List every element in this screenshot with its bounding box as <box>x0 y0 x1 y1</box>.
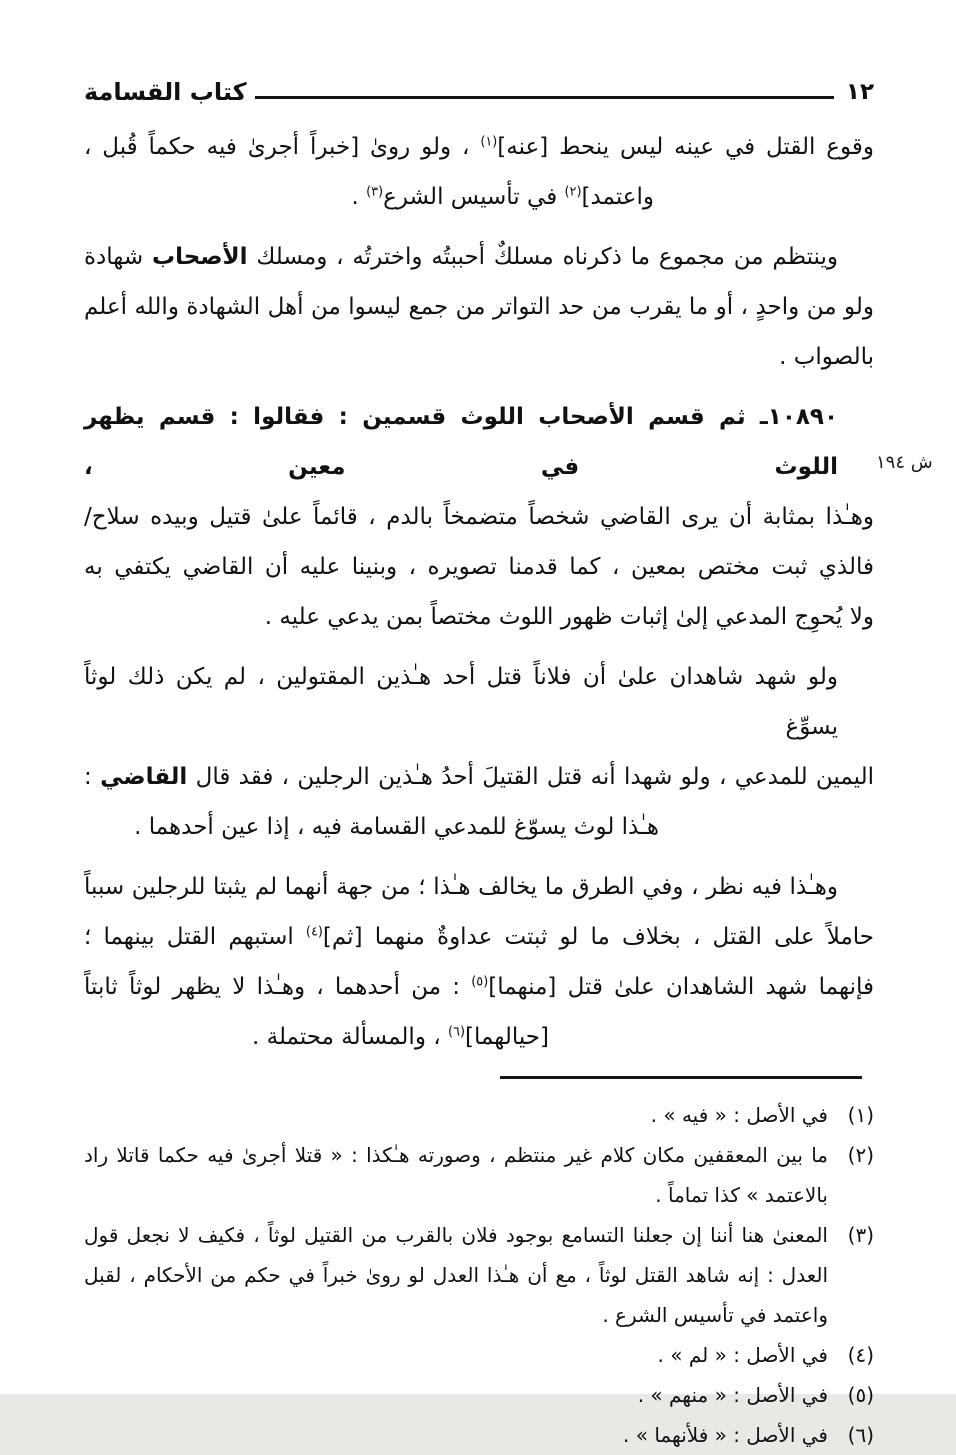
text-line <box>84 332 874 382</box>
footnote <box>84 1415 874 1455</box>
footnote-text: في الأصل : « منهم » . <box>637 1383 828 1407</box>
text-line <box>84 912 874 962</box>
footnote-marker: (٤) <box>847 1343 874 1367</box>
text-segment: القاضي <box>100 764 188 790</box>
text-segment: [حيالهما] <box>464 1024 549 1050</box>
paragraph <box>84 122 874 222</box>
text-line <box>84 592 874 642</box>
text-segment: وينتظم من مجموع ما ذكرناه مسلكٌ أحببتُه واخترتُه ، ومسلك <box>247 244 838 270</box>
text-segment: اليمين للمدعي ، ولو شهدا أنه قتل القتيلَ أحدُ هـٰذين الرجلين ، فقد قال <box>187 764 874 790</box>
text-line <box>84 802 874 852</box>
footnote-text: في الأصل : « فلأنهما » . <box>623 1423 828 1447</box>
text-segment: بالصواب . <box>779 344 874 370</box>
text-segment: ١٠٨٩٠ـ ثم قسم الأصحاب اللوث قسمين : فقالوا : قسم يظهر اللوث في معين ، <box>84 404 838 480</box>
text-line <box>84 492 874 542</box>
running-header <box>0 0 956 106</box>
text-segment: ولو من واحدٍ ، أو ما يقرب من حد التواتر من جمع ليسوا من أهل الشهادة والله أعلم <box>84 294 874 320</box>
margin-note: ش ١٩٤ <box>876 452 933 473</box>
footnote <box>84 1095 874 1135</box>
footnotes <box>0 1095 956 1455</box>
footnote <box>84 1375 874 1415</box>
text-line <box>84 122 874 172</box>
footnote <box>84 1135 874 1215</box>
footnote-ref: (١) <box>480 134 498 150</box>
text-line <box>84 1012 874 1062</box>
footnote-ref: (٣) <box>366 184 384 200</box>
text-segment: ، والمسألة محتملة . <box>251 1024 448 1050</box>
book-title: كتاب القسامة <box>84 78 247 106</box>
text-segment: ، ولو روىٰ [خبراً أجرىٰ فيه حكماً قُبل ، <box>84 134 481 160</box>
text-segment: استبهم القتل بينهما ؛ <box>84 924 306 950</box>
text-line <box>84 862 874 912</box>
text-line <box>84 652 874 752</box>
text-line <box>84 282 874 332</box>
text-segment: . <box>351 184 367 210</box>
text-segment: وقوع القتل في عينه ليس ينحط [عنه] <box>497 134 874 160</box>
footnote-ref: (٤) <box>305 924 323 940</box>
text-line <box>84 232 874 282</box>
footnote-ref: (٦) <box>447 1024 465 1040</box>
text-segment: هـٰذا لوث يسوّغ للمدعي القسامة فيه ، إذا عين أحدهما . <box>134 814 659 840</box>
footnote-marker: (٣) <box>847 1223 874 1247</box>
paragraph <box>84 862 874 1062</box>
text-segment: فإنهما شهد الشاهدان علىٰ قتل [منهما] <box>488 974 874 1000</box>
header-rule <box>255 96 834 99</box>
footnote-separator <box>500 1076 862 1079</box>
footnote-text: في الأصل : « فيه » . <box>650 1103 828 1127</box>
page-number: ١٢ <box>845 79 874 105</box>
text-segment: شهادة <box>84 244 152 270</box>
text-segment: ولو شهد شاهدان علىٰ أن فلاناً قتل أحد هـٰذين المقتولين ، لم يكن ذلك لوثاً يسوِّغ <box>84 664 838 740</box>
text-line <box>84 392 874 492</box>
text-line <box>84 962 874 1012</box>
footnote-marker: (٢) <box>847 1143 874 1167</box>
text-segment: وهـٰذا فيه نظر ، وفي الطرق ما يخالف هـٰذا ؛ من جهة أنهما لم يثبتا للرجلين سبباً <box>84 874 838 900</box>
text-segment: في تأسيس الشرع <box>383 184 565 210</box>
text-segment: : <box>84 764 101 790</box>
footnote-text: في الأصل : « لم » . <box>657 1343 828 1367</box>
footnote-ref: (٥) <box>471 974 489 990</box>
footnote-marker: (٥) <box>847 1383 874 1407</box>
footnote <box>84 1335 874 1375</box>
text-segment: فالذي ثبت مختص بمعين ، كما قدمنا تصويره ، وبنينا عليه أن القاضي يكتفي به <box>84 554 874 580</box>
text-segment: حاملاً على القتل ، بخلاف ما لو ثبتت عداوةٌ منهما [ثم] <box>322 924 874 950</box>
footnote-marker: (١) <box>847 1103 874 1127</box>
body-text <box>0 106 956 1062</box>
footnote-ref: (٢) <box>564 184 582 200</box>
footnote-marker: (٦) <box>847 1423 874 1447</box>
text-segment: ولا يُحوِج المدعي إلىٰ إثبات ظهور اللوث مختصاً بمن يدعي عليه . <box>264 604 874 630</box>
text-segment: : من أحدهما ، وهـٰذا لا يظهر لوثاً ثابتاً <box>84 974 472 1000</box>
footnote-text: ما بين المعقفين مكان كلام غير منتظم ، وصورته هـٰكذا : « قتلا أجرىٰ فيه حكما قاتلا راد بالاعتمد » كذا تماماً . <box>84 1143 828 1207</box>
text-segment: واعتمد] <box>581 184 654 210</box>
footnote <box>84 1215 874 1335</box>
text-segment: وهـٰذا بمثابة أن يرى القاضي شخصاً متضمخاً بالدم ، قائماً علىٰ قتيل وبيده سلاح/ <box>84 504 874 530</box>
text-line <box>84 752 874 802</box>
paragraph <box>84 232 874 382</box>
text-line <box>84 542 874 592</box>
text-line <box>84 172 874 222</box>
paragraph <box>84 392 874 642</box>
text-segment: الأصحاب <box>152 244 248 270</box>
paragraph <box>84 652 874 852</box>
footnote-text: المعنىٰ هنا أننا إن جعلنا التسامع بوجود فلان بالقرب من القتيل لوثاً ، فكيف لا نجعل قول العدل : إنه شاهد القتل لوثاً ، مع أن هـٰذا العدل لو روىٰ خبراً في حكم من الأحكام ، لقبل واعتمد في تأسيس الشرع . <box>84 1223 828 1327</box>
